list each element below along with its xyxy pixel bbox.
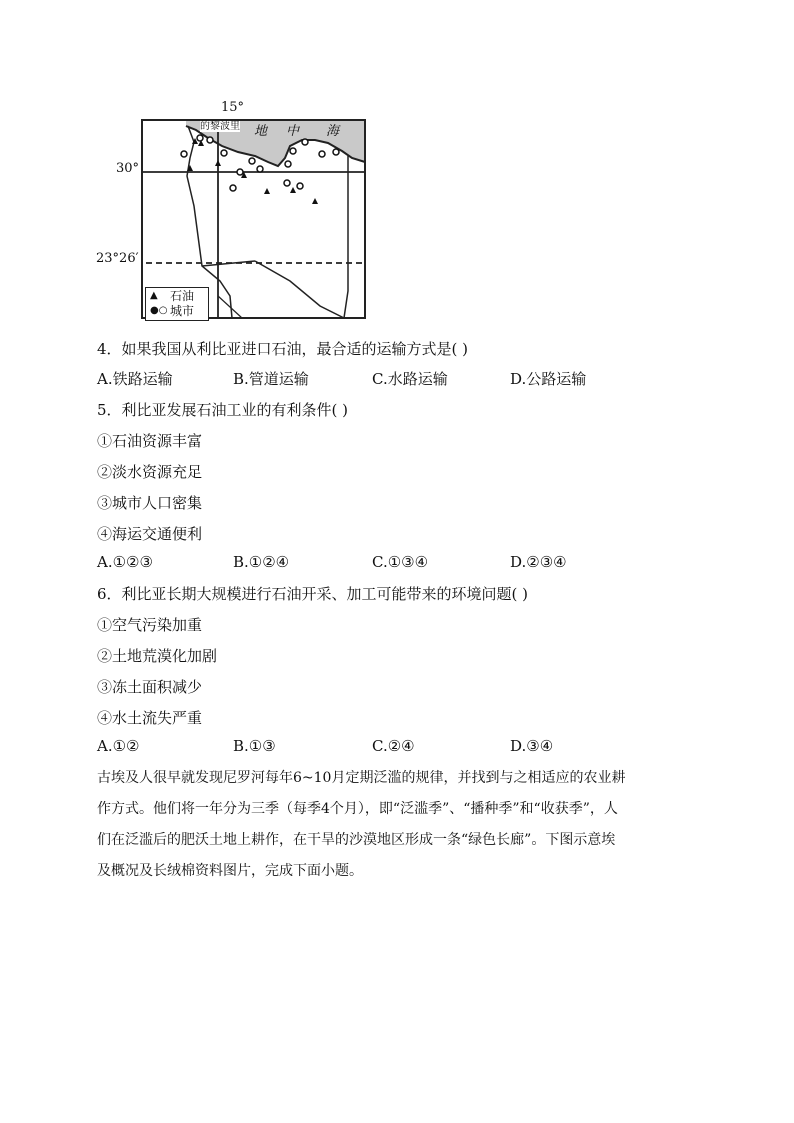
border-south <box>255 261 344 318</box>
sea-char-3: 海 <box>326 124 340 139</box>
oil-icon <box>264 188 270 194</box>
city-icon <box>302 139 308 145</box>
sea-char-1: 地 <box>254 124 268 139</box>
city-icon <box>290 148 296 154</box>
q6-stem: 6．利比亚长期大规模进行石油开采、加工可能带来的环境问题( ) <box>97 585 529 603</box>
label-30: 30° <box>116 161 140 176</box>
q6-item-4: ④水土流失严重 <box>97 709 203 727</box>
q5-option-a[interactable]: A.①②③ <box>97 553 153 571</box>
q5-stem: 5．利比亚发展石油工业的有利条件( ) <box>97 401 349 419</box>
oil-icon <box>215 160 221 166</box>
city-icon <box>285 161 291 167</box>
label-tropic: 23°26′ <box>96 251 139 266</box>
oil-icon <box>290 187 296 193</box>
q4-option-d[interactable]: D.公路运输 <box>510 370 587 388</box>
passage-line-1: 古埃及人很早就发现尼罗河每年6~10月定期泛滥的规律，并找到与之相适应的农业耕 <box>97 770 626 786</box>
legend-oil <box>146 288 208 303</box>
city-icon <box>230 185 236 191</box>
map-legend <box>145 287 209 321</box>
label-15: 15° <box>221 100 245 115</box>
q5-item-4: ④海运交通便利 <box>97 525 203 543</box>
city-icon <box>181 151 187 157</box>
q6-item-1: ①空气污染加重 <box>97 616 203 634</box>
city-icon <box>221 150 227 156</box>
q6-option-d[interactable]: D.③④ <box>510 737 554 755</box>
q6-option-a[interactable]: A.①② <box>97 737 140 755</box>
city-icon <box>297 183 303 189</box>
passage-line-3: 们在泛滥后的肥沃土地上耕作，在干旱的沙漠地区形成一条“绿色长廊”。下图示意埃 <box>97 832 616 848</box>
sea-char-2: 中 <box>286 124 300 139</box>
q5-item-3: ③城市人口密集 <box>97 494 203 512</box>
city-icon <box>257 166 263 172</box>
passage-line-4: 及概况及长绒棉资料图片，完成下面小题。 <box>97 863 363 879</box>
q4-option-a[interactable]: A.铁路运输 <box>97 370 173 388</box>
q5-option-b[interactable]: B.①②④ <box>233 553 290 571</box>
q6-option-c[interactable]: C.②④ <box>372 737 415 755</box>
border-east <box>344 156 348 318</box>
q4-stem: 4．如果我国从利比亚进口石油，最合适的运输方式是( ) <box>97 340 469 358</box>
legend-city <box>146 303 208 318</box>
passage-line-2: 作方式。他们将一年分为三季（每季4个月），即“泛滥季”、“播种季”和“收获季”，人 <box>97 801 618 817</box>
q5-item-1: ①石油资源丰富 <box>97 432 203 450</box>
libya-map <box>90 96 380 328</box>
city-icon <box>207 137 213 143</box>
q6-option-b[interactable]: B.①③ <box>233 737 276 755</box>
q5-option-d[interactable]: D.②③④ <box>510 553 567 571</box>
q6-item-2: ②土地荒漠化加剧 <box>97 647 218 665</box>
legend-city-label: 城市 <box>170 304 195 318</box>
q6-item-3: ③冻土面积减少 <box>97 678 203 696</box>
q5-item-2: ②淡水资源充足 <box>97 463 203 481</box>
city-icon <box>237 169 243 175</box>
oil-icon <box>312 198 318 204</box>
oil-icon: ▲ <box>150 290 158 301</box>
q5-option-c[interactable]: C.①③④ <box>372 553 429 571</box>
city-icon <box>319 151 325 157</box>
q4-option-b[interactable]: B.管道运输 <box>233 370 309 388</box>
q4-option-c[interactable]: C.水路运输 <box>372 370 448 388</box>
city-icon: ●○ <box>150 305 168 316</box>
passage <box>97 763 701 887</box>
city-icon <box>249 158 255 164</box>
legend-oil-label: 石油 <box>170 289 195 303</box>
city-icon <box>197 135 203 141</box>
city-icon <box>333 149 339 155</box>
label-tripoli: 的黎波里 <box>200 121 240 132</box>
city-icon <box>284 180 290 186</box>
